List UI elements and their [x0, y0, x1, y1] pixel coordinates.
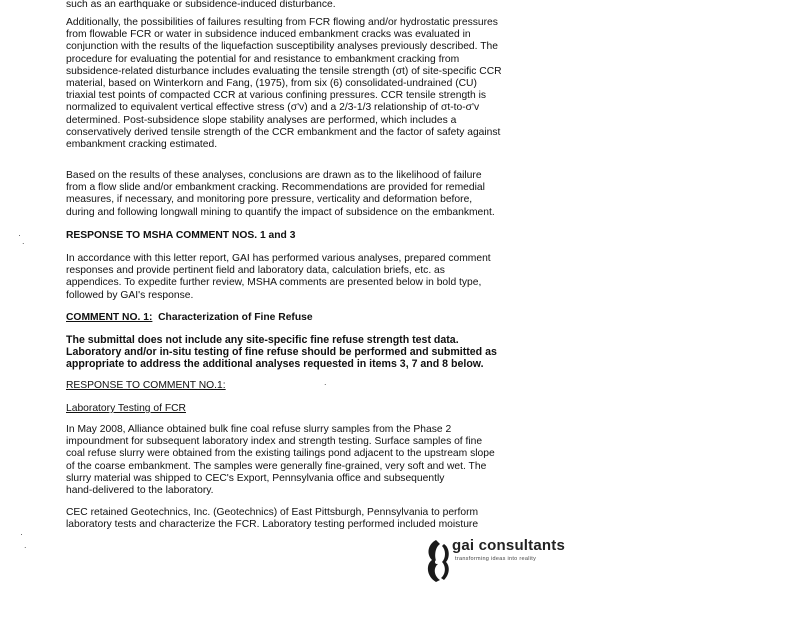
heading-response-1: RESPONSE TO COMMENT NO.1: [66, 380, 226, 391]
text-line: appendices. To expedite further review, MSHA comments are presented below in bold type, [66, 277, 482, 289]
text-line: responses and provide pertinent field and laboratory data, calculation briefs, etc. as [66, 265, 445, 277]
text-line: conjunction with the results of the liquefaction susceptibility analyses previously described. The [66, 41, 498, 53]
comment-1-body [66, 334, 541, 371]
paragraph-in-accordance [66, 253, 541, 302]
text-line: during and following longwall mining to quantify the impact of subsidence on the embankment. [66, 206, 495, 218]
text-line: The submittal does not include any site-specific fine refuse strength test data. [66, 334, 459, 346]
text-line: laboratory tests and characterize the FCR. Laboratory testing performed included moisture [66, 519, 479, 531]
text-line: embankment cracking estimated. [66, 139, 218, 151]
text-line: hand-delivered to the laboratory. [66, 485, 214, 497]
text-line: coal refuse slurry were obtained from the existing tailings pond adjacent to the upstream slope [66, 448, 495, 460]
text-line: Based on the results of these analyses, conclusions are drawn as to the likelihood of failure [66, 170, 482, 181]
scan-speck: · [20, 529, 23, 539]
text-line: normalized to equivalent vertical effective stress (σ'v) and a 2/3-1/3 relationship of σt-to-σ'v [66, 102, 480, 114]
heading-laboratory-testing: Laboratory Testing of FCR [66, 403, 186, 414]
paragraph-cec-retained [66, 507, 541, 531]
text-line: subsidence-related disturbance includes evaluating the tensile strength (σt) of site-specific CCR [66, 65, 502, 77]
text-line: triaxial test points of compacted CCR at various confining pressures. CCR tensile strength is [66, 90, 487, 102]
text-line: slurry material was shipped to CEC's Export, Pennsylvania office and subsequently [66, 472, 445, 484]
text-line: measures, if necessary, and monitoring pore pressure, verticality and deformation before, [66, 194, 473, 206]
scan-speck: . [22, 236, 25, 246]
text-line: material, based on Winterkorn and Fang, (1975), from six (6) consolidated-undrained (CU) [66, 78, 477, 90]
scan-speck: · [18, 230, 21, 240]
text-line: Laboratory and/or in-situ testing of fine refuse should be performed and submitted as [66, 346, 497, 359]
text-line: appropriate to address the additional analyses requested in items 3, 7 and 8 below. [66, 358, 484, 371]
paragraph-based-on [66, 170, 541, 219]
paragraph-additionally [66, 17, 541, 151]
comment-1-label: COMMENT NO. 1: [66, 312, 153, 323]
top-line: such as an earthquake or subsidence-induced disturbance. [66, 0, 336, 10]
text-line: from flowable FCR or water in subsidence induced embankment cracks was evaluated in [66, 29, 471, 41]
scan-speck: . [324, 377, 327, 387]
comment-1-title: Characterization of Fine Refuse [158, 312, 313, 323]
scan-speck: . [24, 540, 27, 550]
comment-1-heading [66, 312, 313, 324]
text-line: from a flow slide and/or embankment cracking. Recommendations are provided for remedial [66, 182, 485, 194]
text-line: conservatively derived tensile strength of the CCR embankment and the factor of safety against [66, 126, 501, 138]
text-line: CEC retained Geotechnics, Inc. (Geotechnics) of East Pittsburgh, Pennsylvania to perform [66, 507, 479, 518]
text-line: impoundment for subsequent laboratory index and strength testing. Surface samples of fine [66, 436, 483, 448]
text-line: Additionally, the possibilities of failures resulting from FCR flowing and/or hydrostatic pressures [66, 17, 498, 28]
text-line: In accordance with this letter report, GAI has performed various analyses, prepared comment [66, 253, 491, 264]
paragraph-may-2008 [66, 424, 541, 497]
text-line: In May 2008, Alliance obtained bulk fine coal refuse slurry samples from the Phase 2 [66, 424, 452, 435]
text-line: of the coarse embankment. The samples were generally fine-grained, very soft and wet. The [66, 460, 487, 472]
heading-response-nos: RESPONSE TO MSHA COMMENT NOS. 1 and 3 [66, 230, 296, 241]
text-line: procedure for evaluating the potential for and resistance to embankment cracking from [66, 53, 460, 65]
text-line: determined. Post-subsidence slope stability analyses are performed, which includes a [66, 114, 457, 126]
logo-name: gai consultants [452, 537, 566, 554]
logo-tagline: transforming ideas into reality [455, 556, 537, 562]
text-line: followed by GAI's response. [66, 289, 194, 301]
